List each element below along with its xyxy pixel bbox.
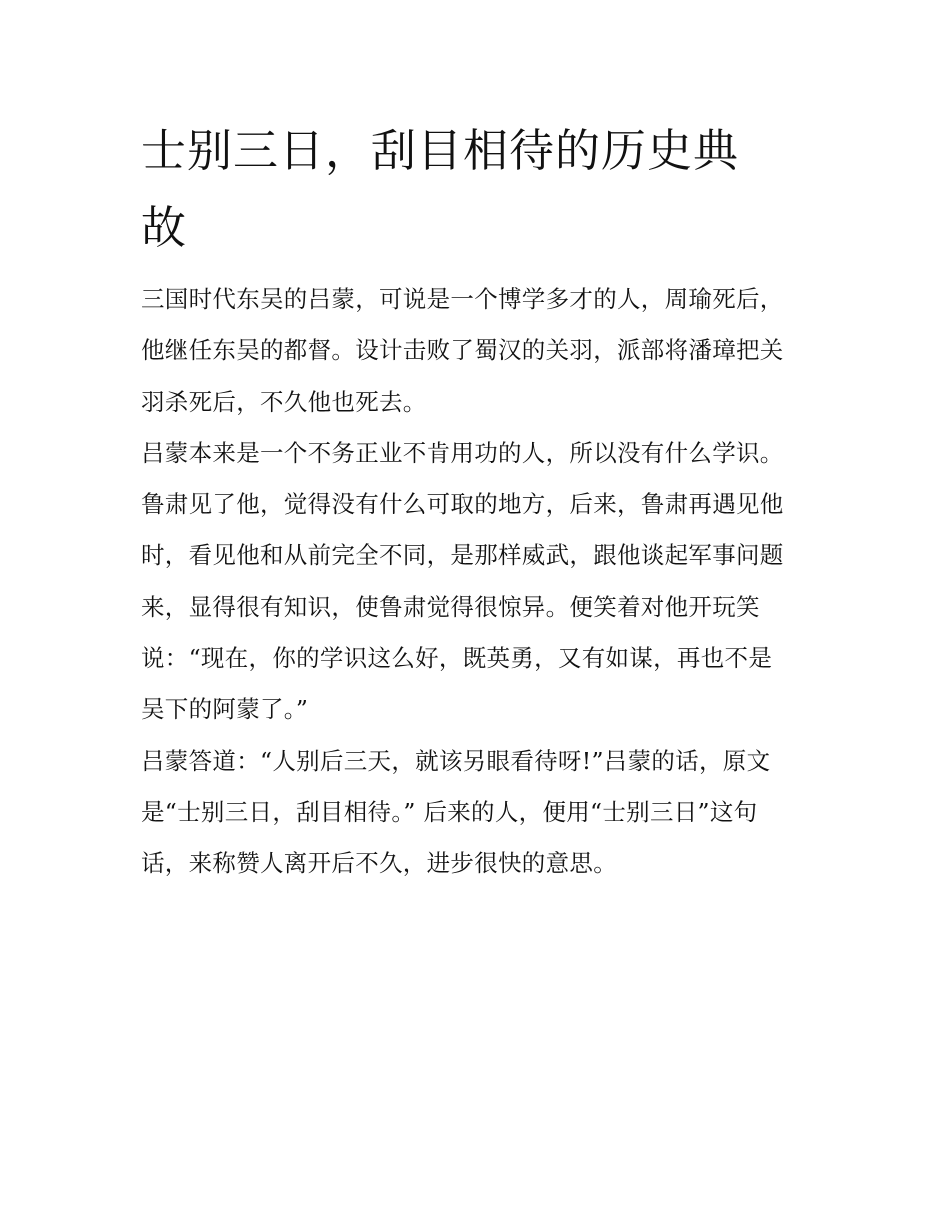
text-line: 吕蒙本来是一个不务正业不肯用功的人，所以没有什么学识。: [141, 438, 784, 467]
text-line: 来，显得很有知识，使鲁肃觉得很惊异。便笑着对他开玩笑: [141, 592, 760, 621]
text-line: 吕蒙答道：“人别后三天，就该另眼看待呀!”吕蒙的话，原文: [141, 746, 771, 775]
text-line: 说：“现在，你的学识这么好，既英勇，又有如谋，再也不是: [141, 644, 773, 673]
paragraph: [141, 428, 821, 736]
text-line: 是“士别三日，刮目相待。” 后来的人，便用“士别三日”这句: [141, 797, 758, 826]
paragraph: [141, 736, 821, 890]
text-line: 羽杀死后，不久他也死去。: [141, 387, 427, 416]
title-line: 故: [141, 201, 188, 254]
text-line: 吴下的阿蒙了。”: [141, 695, 309, 724]
text-line: 时，看见他和从前完全不同，是那样威武，跟他谈起军事问题: [141, 541, 784, 570]
document-title: [141, 112, 801, 266]
text-line: 三国时代东吴的吕蒙，可说是一个博学多才的人，周瑜死后，: [141, 285, 784, 313]
document-body: [141, 274, 821, 890]
title-line: 士别三日，刮目相待的历史典: [141, 124, 740, 177]
document-content: [141, 112, 821, 890]
text-line: 话，来称赞人离开后不久，进步很快的意思。: [141, 849, 617, 878]
text-line: 鲁肃见了他，觉得没有什么可取的地方，后来，鲁肃再遇见他: [141, 490, 784, 519]
text-line: 他继任东吴的都督。设计击败了蜀汉的关羽，派部将潘璋把关: [141, 336, 784, 365]
paragraph: [141, 274, 821, 428]
